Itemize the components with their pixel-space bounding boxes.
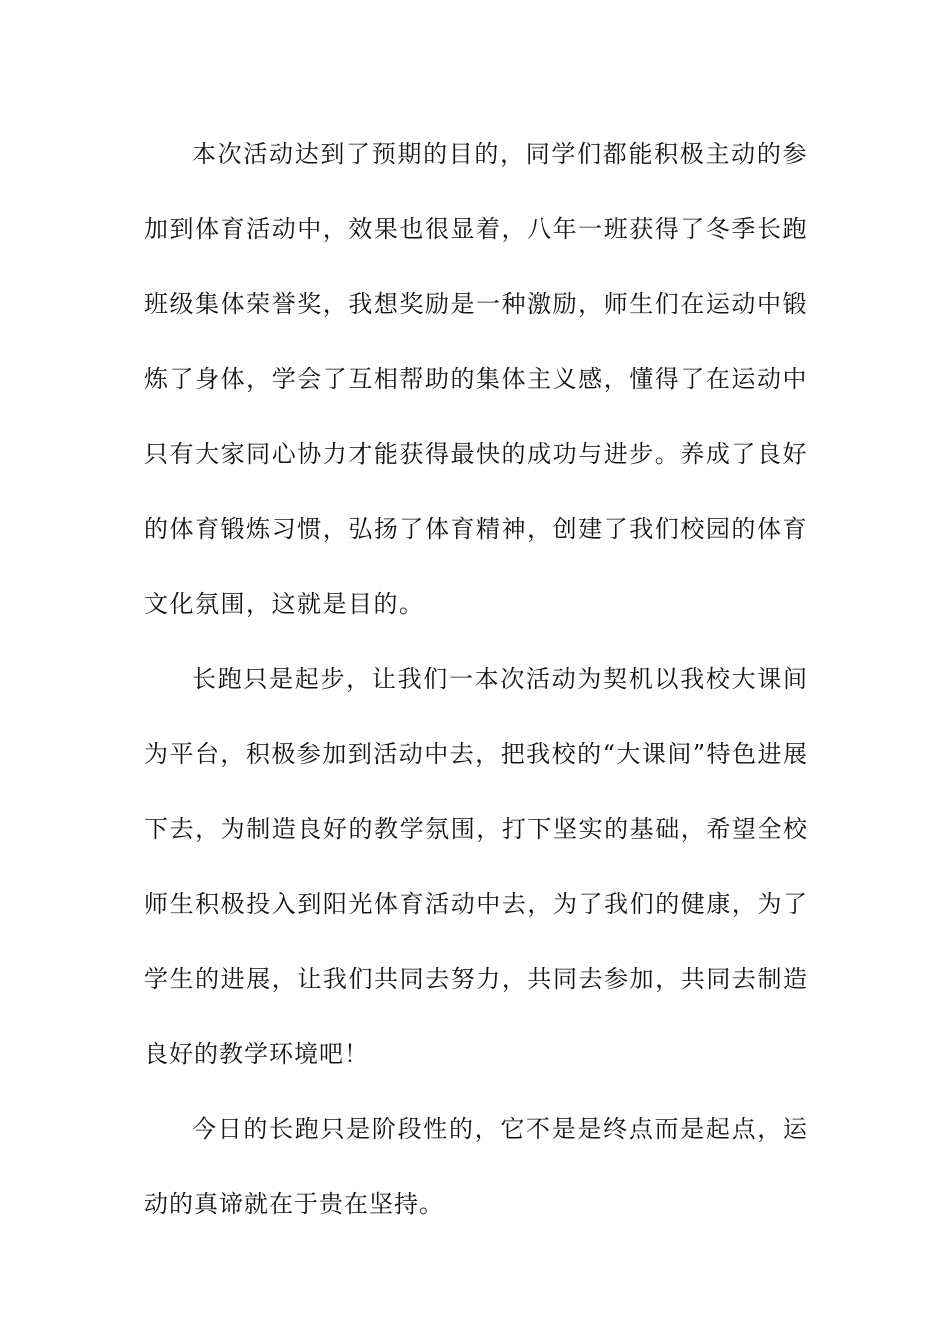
- paragraph-long-run-beginning: 长跑只是起步，让我们一本次活动为契机以我校大课间为平台，积极参加到活动中去，把我校的“大课间”特色进展下去，为制造良好的教学氛围，打下坚实的基础，希望全校师生积极投入到阳光体育活动中去，为了我们的健康，为了学生的进展，让我们共同去努力，共同去参加，共同去制造良好的教学环境吧！: [144, 665, 808, 1068]
- document-body: [144, 117, 808, 1242]
- paragraph-persistence: 今日的长跑只是阶段性的，它不是是终点而是起点，运动的真谛就在于贵在坚持。: [144, 1115, 808, 1218]
- paragraph-activity-purpose: 本次活动达到了预期的目的，同学们都能积极主动的参加到体育活动中，效果也很显着，八年一班获得了冬季长跑班级集体荣誉奖，我想奖励是一种激励，师生们在运动中锻炼了身体，学会了互相帮助的集体主义感，懂得了在运动中只有大家同心协力才能获得最快的成功与进步。养成了良好的体育锻炼习惯，弘扬了体育精神，创建了我们校园的体育文化氛围，这就是目的。: [144, 140, 808, 618]
